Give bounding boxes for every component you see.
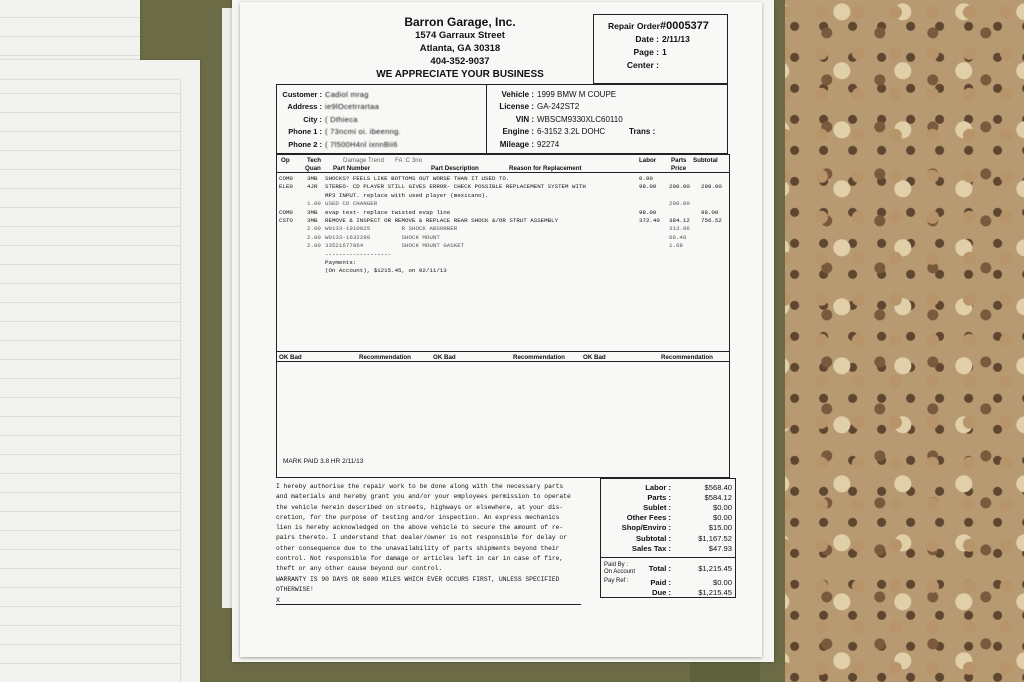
signature-line[interactable]: X <box>276 597 581 605</box>
line-item-parts: 313.96 <box>669 225 690 233</box>
line-item-text: evap test- replace twisted evap line <box>325 208 451 216</box>
line-item-subtotal: 98.00 <box>701 208 719 216</box>
totals-row <box>601 513 735 523</box>
paid-by-value: On Account <box>604 569 636 575</box>
line-item-row <box>277 183 729 191</box>
line-item-parts: 68.48 <box>669 233 687 241</box>
line-item-text: W0133-1910925 R SHOCK ABSORBER <box>325 225 458 233</box>
totals-row-value: $1,167.52 <box>698 533 732 543</box>
col-faint-2: FA :C 3no <box>395 157 423 164</box>
col-part-number: Part Number <box>333 165 371 172</box>
authorization-line: WARRANTY IS 90 DAYS OR 6000 MILES WHICH EVER OCCURS FIRST, UNLESS SPECIFIED <box>276 575 560 583</box>
license-value: GA-242ST2 <box>537 102 580 112</box>
line-item-tech: 3MB <box>307 208 318 216</box>
line-item-tech: 2.00 <box>307 233 321 241</box>
pay-ref-label: Pay Ref : <box>604 578 629 584</box>
mileage-value: 92274 <box>537 139 560 149</box>
recommendations-box <box>276 352 730 478</box>
rec-label-3: Recommendation <box>661 354 713 361</box>
customer-phone1: ( 73ncmi oi. ibeenng. <box>325 127 401 137</box>
company-phone: 404-352-9037 <box>430 56 490 67</box>
col-reason: Reason for Replacement <box>509 165 582 172</box>
engine-value: 6-3152 3.2L DOHC <box>537 127 606 137</box>
line-item-row <box>277 175 729 183</box>
line-item-text: (On Account), $1215.45, on 02/11/13 <box>325 267 447 275</box>
customer-label: Customer : <box>282 89 322 99</box>
repair-order-box <box>593 14 728 84</box>
col-faint-1: Damage Trend <box>343 157 384 164</box>
company-header <box>340 16 580 81</box>
paper-stack-front <box>0 80 180 682</box>
authorization-line: the vehicle herein described on streets, highways or elsewhere, at your dis- <box>276 503 564 511</box>
authorization-line: pairs thereto. I understand that dealer/owner is not responsible for delay or <box>276 534 567 542</box>
line-item-row <box>277 209 729 217</box>
authorization-line: I hereby authorise the repair work to be done along with the necessary parts <box>276 483 564 490</box>
line-item-text: STEREO- CD PLAYER STILL GIVES ERROR- CHECK POSSIBLE REPLACEMENT SYSTEM WITH <box>325 183 586 191</box>
totals-row <box>601 533 735 543</box>
company-street: 1574 Garraux Street <box>415 30 505 41</box>
authorization-line: OTHERWISE! <box>276 585 314 593</box>
line-item-labor: 0.00 <box>639 175 653 182</box>
paid-label: Paid : <box>650 577 671 587</box>
line-item-tech: 3MB <box>307 216 318 224</box>
col-tech: Tech <box>307 157 321 164</box>
engine-label: Engine : <box>502 127 534 137</box>
line-item-row <box>277 225 729 233</box>
line-item-subtotal: 298.00 <box>701 183 722 191</box>
rec-ok-bad-2: OK Bad <box>433 354 456 361</box>
line-item-tech: 2.00 <box>307 242 321 250</box>
totals-row-value: $584.12 <box>704 492 732 502</box>
line-item-op: COM0 <box>279 175 293 182</box>
rec-ok-bad-1: OK Bad <box>279 354 302 361</box>
line-item-row <box>277 267 729 275</box>
line-item-op: ELE0 <box>279 183 293 191</box>
line-item-text: MP3 INPUT. replace with used player (mexicano). <box>325 191 489 199</box>
authorization-line: theft or any other cause beyond our control. <box>276 565 443 573</box>
line-item-subtotal: 756.52 <box>701 216 722 224</box>
line-item-tech: 4JR <box>307 183 318 191</box>
totals-box <box>600 478 736 598</box>
authorization-line: cretion, for the purpose of testing and/or inspection. An express mechanics <box>276 513 560 521</box>
col-parts: Parts <box>671 157 687 164</box>
totals-rows <box>601 482 735 553</box>
customer-city: ( Dthieca <box>325 114 358 124</box>
authorization-line: and materials and hereby grant you and/or your employees permission to operate <box>276 493 571 501</box>
ro-page-label: Page : <box>633 46 659 57</box>
line-item-row <box>277 217 729 225</box>
line-item-tech: 3MB <box>307 175 318 182</box>
authorization-text <box>276 482 596 595</box>
line-item-tech: 2.00 <box>307 225 321 233</box>
line-item-row <box>277 251 729 259</box>
col-quan: Quan <box>305 165 321 172</box>
vin-label: VIN : <box>515 114 534 124</box>
company-slogan: WE APPRECIATE YOUR BUSINESS <box>376 69 544 80</box>
totals-row-label: Labor : <box>645 482 671 492</box>
mileage-label: Mileage : <box>499 139 534 149</box>
customer-vehicle-box <box>276 84 728 154</box>
ro-page: 1 <box>662 46 667 57</box>
line-item-row <box>277 234 729 242</box>
line-item-parts: 1.68 <box>669 242 683 250</box>
authorization-line: other consequence due to the unavailability of parts shipments beyond their <box>276 544 560 552</box>
line-item-text: ------------------- <box>325 250 392 258</box>
line-item-text: SHOCKS? FEELS LIKE BOTTOMS OUT WORSE THAN IT USED TO. <box>325 175 510 182</box>
rec-label-1: Recommendation <box>359 354 411 361</box>
line-item-labor: 98.00 <box>639 183 657 191</box>
line-items-body <box>277 175 729 276</box>
line-item-parts: 384.12 <box>669 216 690 224</box>
totals-row-label: Sublet : <box>643 502 671 512</box>
customer-name: Cadiol mrag <box>325 89 369 99</box>
totals-row-value: $0.00 <box>712 513 732 523</box>
phone1-label: Phone 1 : <box>288 127 322 137</box>
totals-row-label: Other Fees : <box>626 513 671 523</box>
ro-center-label: Center : <box>626 59 659 70</box>
line-item-row <box>277 259 729 267</box>
line-item-op: COM0 <box>279 208 293 216</box>
repair-order-sheet <box>240 2 762 657</box>
totals-row-value: $568.40 <box>704 482 732 492</box>
line-item-parts: 200.00 <box>669 200 690 208</box>
authorization-line: lien is hereby acknowledged on the above vehicle to secure the amount of re- <box>276 524 564 532</box>
payment-section <box>601 557 735 599</box>
rec-label-2: Recommendation <box>513 354 565 361</box>
trans-label: Trans : <box>629 127 656 137</box>
rec-ok-bad-3: OK Bad <box>583 354 606 361</box>
line-item-row <box>277 200 729 208</box>
authorization-block <box>276 482 596 605</box>
line-item-text: Payments: <box>325 258 357 266</box>
vehicle-info <box>489 85 727 153</box>
col-op: Op <box>281 157 290 164</box>
col-price: Price <box>671 165 687 172</box>
line-item-parts: 200.00 <box>669 183 690 191</box>
line-items-box <box>276 154 730 352</box>
totals-row <box>601 502 735 512</box>
totals-row-label: Shop/Enviro : <box>621 523 671 533</box>
totals-row <box>601 492 735 502</box>
line-item-text: W0133-1632280 SHOCK MOUNT <box>325 233 440 241</box>
line-item-text: USED CD CHANGER <box>325 200 378 208</box>
totals-row-label: Parts : <box>647 492 671 502</box>
line-items-header <box>277 155 729 173</box>
vin-value: WBSCM9330XLC60110 <box>537 114 623 124</box>
total-value: $1,215.45 <box>698 563 732 573</box>
recommendations-header <box>277 352 729 362</box>
company-city: Atlanta, GA 30318 <box>419 43 501 54</box>
ro-label: Repair Order <box>608 20 660 31</box>
mark-paid-note: MARK PAID 3.8 HR 2/11/13 <box>283 458 364 465</box>
line-item-tech: 1.00 <box>307 200 321 208</box>
totals-row <box>601 543 735 553</box>
totals-row-value: $0.00 <box>712 502 732 512</box>
ro-number: #0005377 <box>659 19 709 32</box>
line-item-labor: 372.40 <box>639 216 660 224</box>
line-item-text: 33521677864 SHOCK MOUNT GASKET <box>325 242 465 250</box>
address-label: Address : <box>287 102 322 112</box>
line-item-row <box>277 192 729 200</box>
due-label: Due : <box>652 587 671 597</box>
line-item-labor: 98.00 <box>639 208 657 216</box>
company-name: Barron Garage, Inc. <box>404 15 516 29</box>
license-label: License : <box>499 102 534 112</box>
col-subtotal: Subtotal <box>693 157 718 164</box>
line-item-row <box>277 242 729 250</box>
line-item-text: REMOVE & INSPECT OR REMOVE & REPLACE REAR SHOCK &/OR STRUT ASSEMBLY <box>325 216 559 224</box>
vehicle-value: 1999 BMW M COUPE <box>537 89 617 99</box>
col-part-description: Part Description <box>431 165 479 172</box>
totals-row-label: Sales Tax : <box>631 543 671 553</box>
col-labor: Labor <box>639 157 657 164</box>
authorization-line: control. Not responsible for damage or articles left in car in case of fire, <box>276 555 564 563</box>
totals-row-value: $47.93 <box>708 543 732 553</box>
totals-row-label: Subtotal : <box>635 533 671 543</box>
phone2-label: Phone 2 : <box>288 139 322 149</box>
city-label: City : <box>303 114 322 124</box>
totals-row <box>601 523 735 533</box>
paid-value: $0.00 <box>712 577 732 587</box>
paid-by-label: Paid By : <box>604 562 629 568</box>
total-label: Total : <box>648 563 671 573</box>
customer-info <box>277 85 487 153</box>
due-value: $1,215.45 <box>698 587 732 597</box>
ro-date: 2/11/13 <box>662 33 690 44</box>
customer-phone2: ( 7l500H4nl ixnnBii6 <box>325 139 398 149</box>
customer-address: ie9lOcetrrartaa <box>325 102 380 112</box>
vehicle-label: Vehicle : <box>501 89 534 99</box>
totals-row <box>601 482 735 492</box>
ro-date-label: Date : <box>635 33 659 44</box>
totals-row-value: $15.00 <box>708 523 732 533</box>
line-item-op: CSTO <box>279 216 293 224</box>
